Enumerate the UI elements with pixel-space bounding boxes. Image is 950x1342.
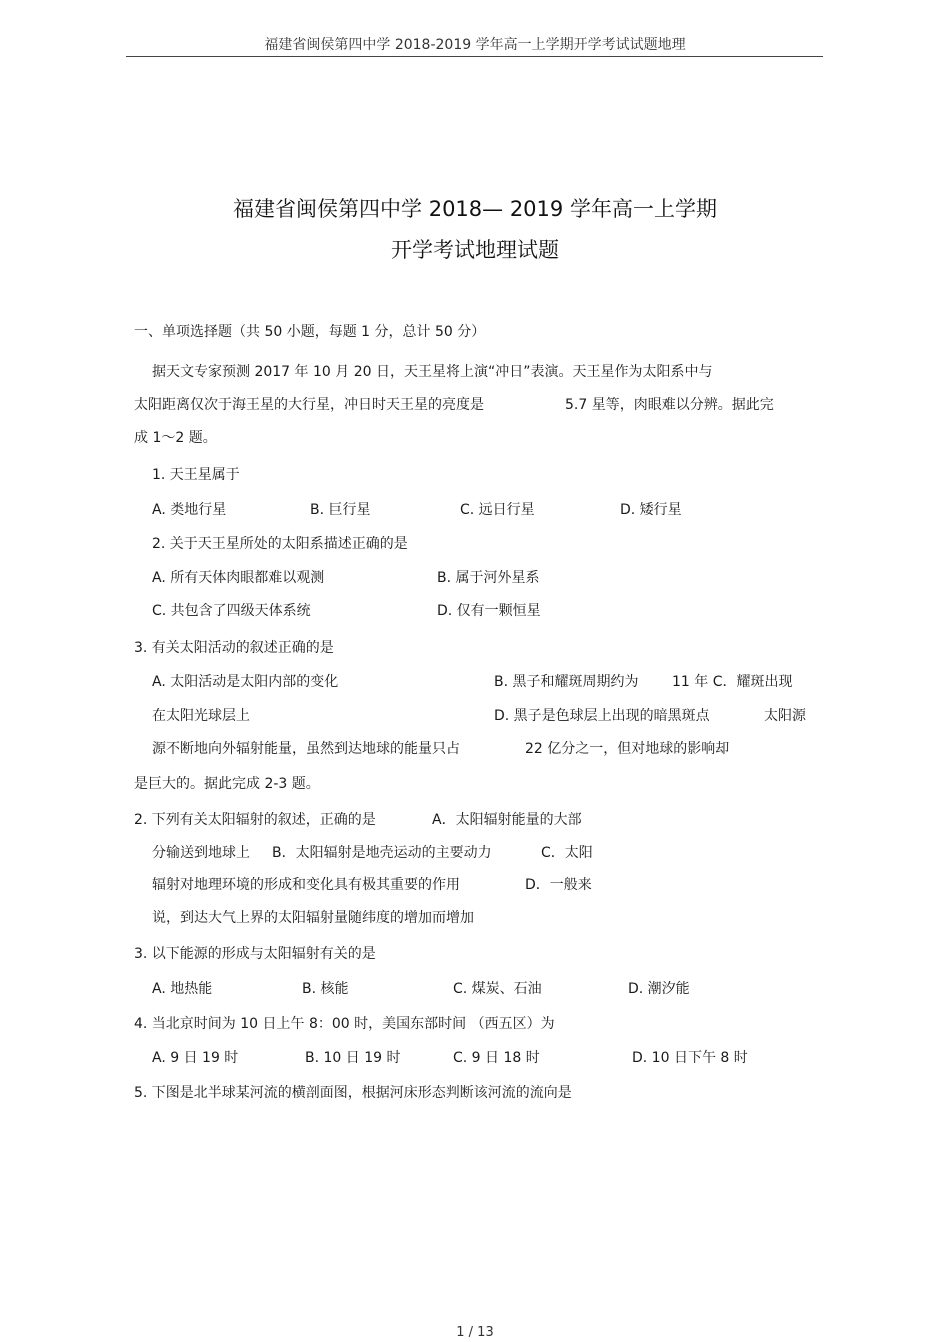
q2-option-c: C. 共包含了四级天体系统 <box>152 603 311 619</box>
q4-option-d: D. 10 日下午 8 时 <box>632 1050 748 1066</box>
q2-stem: 2. 关于天王星所处的太阳系描述正确的是 <box>152 536 408 552</box>
q4-stem: 4. 当北京时间为 10 日上午 8：00 时，美国东部时间 （西五区）为 <box>134 1016 555 1032</box>
q4-option-a: A. 9 日 19 时 <box>152 1050 239 1066</box>
q3a-passage-start: 太阳源 <box>764 708 806 724</box>
q3a-option-b: B. 黑子和耀斑周期约为 <box>494 674 639 690</box>
q2-option-d: D. 仅有一颗恒星 <box>437 603 541 619</box>
q3b-stem: 3. 以下能源的形成与太阳辐射有关的是 <box>134 946 376 962</box>
q3a-option-a: A. 太阳活动是太阳内部的变化 <box>152 674 339 690</box>
q1-option-d: D. 矮行星 <box>620 502 682 518</box>
q2b-line-3: 辐射对地理环境的形成和变化具有极其重要的作用 <box>152 877 460 893</box>
q2-option-b: B. 属于河外星系 <box>437 570 540 586</box>
passage1-line-1: 据天文专家预测 2017 年 10 月 20 日，天王星将上演“冲日”表演。天王星作为太阳系中与 <box>152 364 713 380</box>
q2b-line-4: 说，到达大气上界的太阳辐射量随纬度的增加而增加 <box>152 910 474 926</box>
q3b-option-b: B. 核能 <box>302 981 349 997</box>
header-rule <box>126 56 823 57</box>
title-line-1: 福建省闽侯第四中学 2018— 2019 学年高一上学期 <box>233 197 717 221</box>
page-number: 1 / 13 <box>456 1325 494 1340</box>
passage1-line-3: 成 1～2 题。 <box>134 430 217 446</box>
q4-option-c: C. 9 日 18 时 <box>453 1050 540 1066</box>
passage1-line-2: 太阳距离仅次于海王星的大行星，冲日时天王星的亮度是 <box>134 397 484 413</box>
q3a-option-d: D. 黑子是色球层上出现的暗黑斑点 <box>494 708 710 724</box>
q1-stem: 1. 天王星属于 <box>152 467 240 483</box>
title-line-2: 开学考试地理试题 <box>391 238 559 262</box>
q2b-line-1b: A．太阳辐射能量的大部 <box>432 812 582 828</box>
q1-option-a: A. 类地行星 <box>152 502 227 518</box>
passage2-line-2: 是巨大的。据此完成 2-3 题。 <box>134 776 320 792</box>
section-heading: 一、单项选择题（共 50 小题，每题 1 分，总计 50 分） <box>134 324 486 340</box>
q1-option-b: B. 巨行星 <box>310 502 371 518</box>
passage2-line-1: 源不断地向外辐射能量，虽然到达地球的能量只占 <box>152 741 460 757</box>
q2b-line-2: 分输送到地球上 <box>152 845 250 861</box>
q3a-stem: 3. 有关太阳活动的叙述正确的是 <box>134 640 334 656</box>
q4-option-b: B. 10 日 19 时 <box>305 1050 401 1066</box>
q3a-option-b-cont: 11 年 C．耀斑出现 <box>672 674 793 690</box>
q2b-line-1: 2. 下列有关太阳辐射的叙述，正确的是 <box>134 812 376 828</box>
q5-stem: 5. 下图是北半球某河流的横剖面图，根据河床形态判断该河流的流向是 <box>134 1085 572 1101</box>
q3b-option-c: C. 煤炭、石油 <box>453 981 542 997</box>
q2b-line-2c: C．太阳 <box>541 845 593 861</box>
q3b-option-a: A. 地热能 <box>152 981 213 997</box>
page-header: 福建省闽侯第四中学 2018-2019 学年高一上学期开学考试试题地理 <box>264 37 686 53</box>
q2b-line-3b: D．一般来 <box>525 877 592 893</box>
passage2-line-1b: 22 亿分之一，但对地球的影响却 <box>525 741 730 757</box>
q3a-option-c-cont: 在太阳光球层上 <box>152 708 250 724</box>
q3b-option-d: D. 潮汐能 <box>628 981 690 997</box>
q1-option-c: C. 远日行星 <box>460 502 535 518</box>
q2-option-a: A. 所有天体肉眼都难以观测 <box>152 570 325 586</box>
passage1-line-2b: 5.7 星等，肉眼难以分辨。据此完 <box>565 397 774 413</box>
q2b-line-2b: B．太阳辐射是地壳运动的主要动力 <box>272 845 492 861</box>
